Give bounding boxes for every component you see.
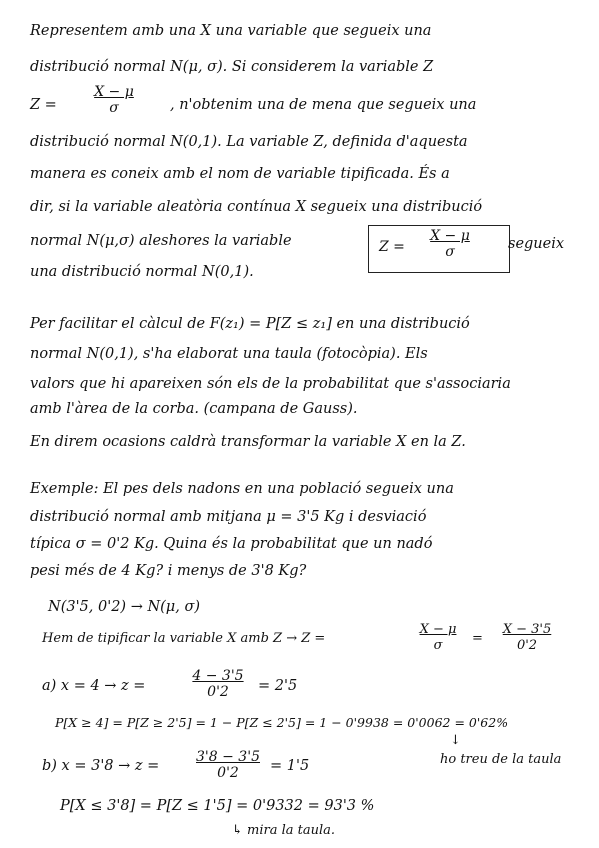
text-line: una distribució normal N(0,1). [30,264,254,280]
text-line: normal N(0,1), s'ha elaborat una taula (fotocòpia). Els [30,346,428,362]
text-line: = [472,631,483,646]
fraction-numerator: X − μ [419,622,457,637]
text-line: dir, si la variable aleatòria contínua X segueix una distribució [30,199,483,215]
text-line: a) x = 4 → z = [42,678,146,694]
fraction-numerator: X − μ [430,228,470,244]
text-line: amb l'àrea de la corba. (campana de Gauss). [30,401,358,417]
text-line: ↳ mira la taula. [232,823,336,838]
text-line: = 1'5 [270,758,310,774]
fraction-numerator: X − 3'5 [502,622,552,637]
fraction-a [182,668,254,700]
text-line: distribució normal N(0,1). La variable Z, definida d'aquesta [30,134,468,150]
text-line: P[X ≥ 4] = P[Z ≥ 2'5] = 1 − P[Z ≤ 2'5] = 1 − 0'9938 = 0'0062 = 0'62% [55,715,509,730]
text-line: distribució normal amb mitjana μ = 3'5 Kg i desviació [30,509,427,525]
fraction-denominator: σ [433,638,443,653]
text-line: segueix [508,236,565,252]
text-line: típica σ = 0'2 Kg. Quina és la probabilitat que un nadó [30,536,433,552]
fraction-numerator: X − μ [94,84,134,100]
fraction-numerator: 3'8 − 3'5 [196,749,260,765]
text-line: N(3'5, 0'2) → N(μ, σ) [48,599,201,615]
boxed-tipification-formula [368,225,510,273]
text-line: , n'obtenim una de mena que segueix una [170,97,477,113]
text-line: Exemple: El pes dels nadons en una població segueix una [30,481,454,497]
fraction-z-definition [72,84,156,116]
table-note: ho treu de la taula [440,752,562,767]
fraction-b [190,749,266,781]
text-line: = 2'5 [258,678,298,694]
text-line: En direm ocasions caldrà transformar la variable X en la Z. [30,434,466,450]
text-line: Z = [30,97,57,113]
fraction-denominator: σ [445,244,455,260]
text-line: P[X ≤ 3'8] = P[Z ≤ 1'5] = 0'9332 = 93'3 % [60,798,375,814]
fraction-denominator: 0'2 [516,638,538,653]
text-line: pesi més de 4 Kg? i menys de 3'8 Kg? [30,563,307,579]
text-line: Representem amb una X una variable que segueix una [30,23,432,39]
formula-z: Z = [379,239,405,255]
down-arrow-icon: ↓ [450,733,461,748]
fraction-denominator: σ [109,100,119,116]
text-line: valors que hi apareixen són els de la probabilitat que s'associaria [30,376,511,392]
fraction-denominator: 0'2 [207,684,229,700]
fraction-numerator: 4 − 3'5 [192,668,244,684]
text-line: Per facilitar el càlcul de F(z₁) = P[Z ≤ z₁] en una distribució [30,316,470,332]
fraction-denominator: 0'2 [217,765,239,781]
text-line: b) x = 3'8 → z = [42,758,160,774]
text-line: normal N(μ,σ) aleshores la variable [30,233,292,249]
boxed-fraction [415,228,485,260]
fraction-tipify-1 [408,622,468,654]
text-line: manera es coneix amb el nom de variable tipificada. És a [30,166,450,182]
text-line: Hem de tipificar la variable X amb Z → Z = [42,631,326,646]
text-line: distribució normal N(μ, σ). Si considerem la variable Z [30,59,434,75]
fraction-tipify-2 [486,622,568,654]
